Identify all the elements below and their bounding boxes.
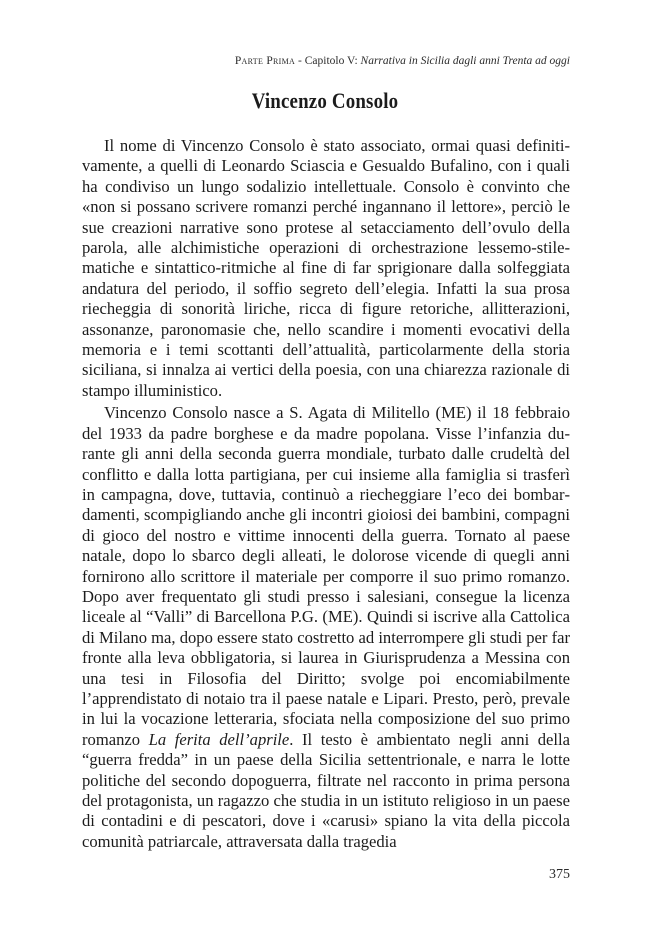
- paragraph-1: Il nome di Vincenzo Consolo è stato associato, ormai quasi definitivamente, a quelli di Leonardo Sciascia e Gesualdo Bufalino, con i quali ha condiviso un lungo sodalizio intellettuale. Consolo è convinto che «non si possano scrivere romanzi perché ingannano il lettore», perciò le sue creazioni narrative sono protese al setacciamento dell’ovulo della parola, alle alchimistiche operazioni di orchestrazione lessemo-stilematiche e sintattico-ritmiche al fine di far sprigionare dalla solfeggiata andatura del periodo, il soffio segreto dell’elegia. Infatti la sua prosa riecheggia di sonorità liriche, ricca di figure retoriche, allitterazioni, assonanze, paronomasie che, nello scandire i momenti evocativi della memoria e i temi scottanti dell’attualità, particolarmente della storia siciliana, si innalza ai vertici della poesia, con una chiarezza razionale di stampo illuministico.: [82, 136, 570, 400]
- running-head-separator: -: [295, 55, 305, 67]
- paragraph-2-text-after: . Il testo è ambientato negli anni della “guerra fredda” in un paese della Sicilia settentrionale, e narra le lotte politiche del secondo dopoguerra, filtrate nel racconto in prima persona del protagonista, un ragazzo che studia in un istituto religioso in un paese di contadini e di pescatori, dove i «carusi» spiano la vita della piccola comunità patriarcale, attraversata dalla tragedia: [82, 729, 570, 851]
- paragraph-2-text-before: Vincenzo Consolo nasce a S. Agata di Militello (ME) il 18 febbraio del 1933 da padre borghese e da madre popolana. Visse l’infanzia durante gli anni della seconda guerra mondiale, turbato dalle crudeltà del conflitto e dalla lotta partigiana, per cui insieme alla famiglia si trasferì in campagna, dove, tuttavia, continuò a riecheggiare l’eco dei bombardamenti, scompigliando anche gli incontri gioiosi dei bambini, compagni di gioco del nostro e vittime innocenti della guerra. Tornato al paese natale, dopo lo sbarco degli alleati, le dolorose vicende di quegli anni fornirono allo scrittore il materiale per comporre il suo primo romanzo. Dopo aver frequentato gli studi presso i salesiani, consegue la licenza liceale al “Valli” di Barcellona P.G. (ME). Quindi si iscrive alla Cattolica di Milano ma, dopo essere stato costretto ad interrompere gli studi per far fronte alla leva obbligatoria, si laurea in Giurisprudenza a Messina con una tesi in Filosofia del Diritto; svolge poi encomiabilmente l’apprendistato di notaio tra il paese natale e Lipari. Presto, però, prevale in lui la vocazione letteraria, sfociata nella composizione del suo primo romanzo: [82, 403, 570, 749]
- book-title-italic: La ferita dell’aprile: [148, 729, 290, 749]
- running-head-chapter: Capitolo V:: [304, 55, 361, 67]
- body-text: [82, 136, 570, 852]
- page-number: 375: [549, 867, 570, 882]
- running-head-title: Narrativa in Sicilia dagli anni Trenta ad oggi: [360, 55, 570, 67]
- section-heading: Vincenzo Consolo: [251, 88, 399, 113]
- paragraph-2: [82, 403, 570, 852]
- running-head: [235, 55, 570, 67]
- running-head-part: Parte Prima: [234, 55, 296, 67]
